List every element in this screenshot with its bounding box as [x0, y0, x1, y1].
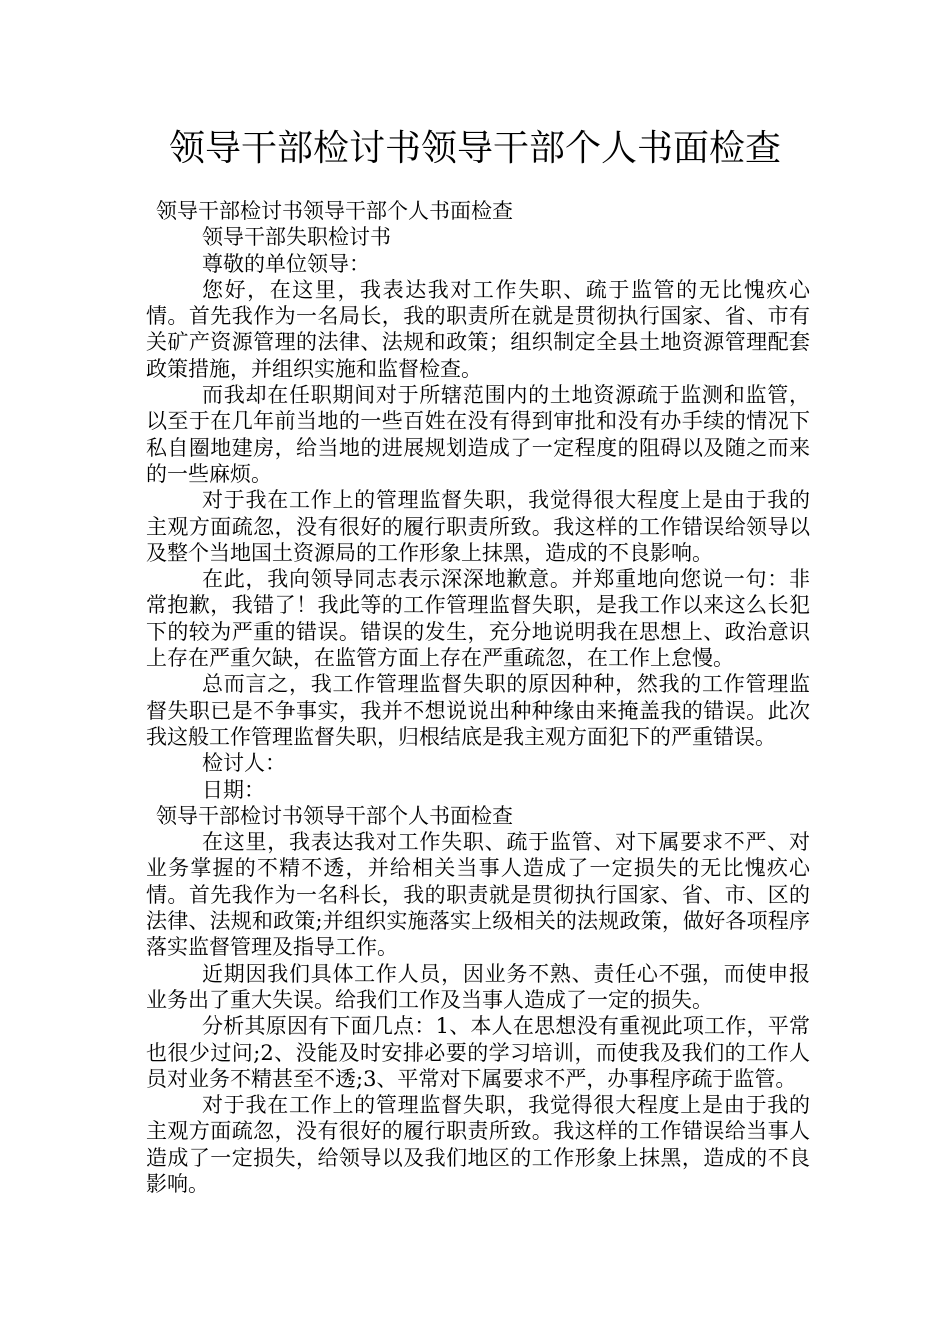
section-heading: 领导干部检讨书领导干部个人书面检查 — [156, 803, 513, 828]
subtitle-line: 领导干部失职检讨书 — [202, 225, 391, 250]
signature-line: 检讨人： — [202, 751, 286, 776]
body-paragraph: 总而言之，我工作管理监督失职的原因种种，然我的工作管理监督失职已是不争事实，我并不想说说出种种缘由来掩盖我的错误。此次我这般工作管理监督失职，归根结底是我主观方面犯下的严重错误。 — [146, 672, 810, 749]
section-heading: 领导干部检讨书领导干部个人书面检查 — [156, 199, 513, 223]
body-paragraph: 对于我在工作上的管理监督失职，我觉得很大程度上是由于我的主观方面疏忽，没有很好的履行职责所致。我这样的工作错误给当事人造成了一定损失，给领导以及我们地区的工作形象上抹黑，造成的不良影响。 — [146, 1093, 810, 1196]
body-paragraph: 在这里，我表达我对工作失职、疏于监管、对下属要求不严、对业务掌握的不精不透，并给相关当事人造成了一定损失的无比愧疚心情。首先我作为一名科长，我的职责就是贯彻执行国家、省、市、区的法律、法规和政策;并组织实施落实上级相关的法规政策，做好各项程序落实监督管理及指导工作。 — [146, 830, 810, 960]
body-paragraph: 在此，我向领导同志表示深深地歉意。并郑重地向您说一句：非常抱歉，我错了！我此等的工作管理监督失职，是我工作以来这么长犯下的较为严重的错误。错误的发生，充分地说明我在思想上、政治意识上存在严重欠缺，在监管方面上存在严重疏忽，在工作上怠慢。 — [146, 567, 810, 671]
body-paragraph: 而我却在任职期间对于所辖范围内的土地资源疏于监测和监管，以至于在几年前当地的一些百姓在没有得到审批和没有办手续的情况下私自圈地建房，给当地的进展规划造成了一定程度的阻碍以及随之而来的一些麻烦。 — [146, 383, 810, 486]
salutation-line: 尊敬的单位领导： — [202, 251, 370, 276]
body-paragraph: 对于我在工作上的管理监督失职，我觉得很大程度上是由于我的主观方面疏忽，没有很好的履行职责所致。我这样的工作错误给领导以及整个当地国土资源局的工作形象上抹黑，造成的不良影响。 — [146, 488, 810, 565]
body-paragraph: 您好，在这里，我表达我对工作失职、疏于监管的无比愧疚心情。首先我作为一名局长，我的职责所在就是贯彻执行国家、省、市有关矿产资源管理的法律、法规和政策；组织制定全县土地资源管理配套政策措施，并组织实施和监督检查。 — [146, 277, 810, 381]
body-paragraph: 近期因我们具体工作人员，因业务不熟、责任心不强，而使申报业务出了重大失误。给我们工作及当事人造成了一定的损失。 — [146, 961, 810, 1012]
body-paragraph: 分析其原因有下面几点：1、本人在思想没有重视此项工作，平常也很少过问;2、没能及时安排必要的学习培训，而使我及我们的工作人员对业务不精甚至不透;3、平常对下属要求不严，办事程序疏于监管。 — [146, 1014, 810, 1091]
document-body — [146, 198, 810, 1197]
document-title: 领导干部检讨书领导干部个人书面检查 — [168, 128, 781, 169]
date-line: 日期： — [202, 777, 265, 802]
